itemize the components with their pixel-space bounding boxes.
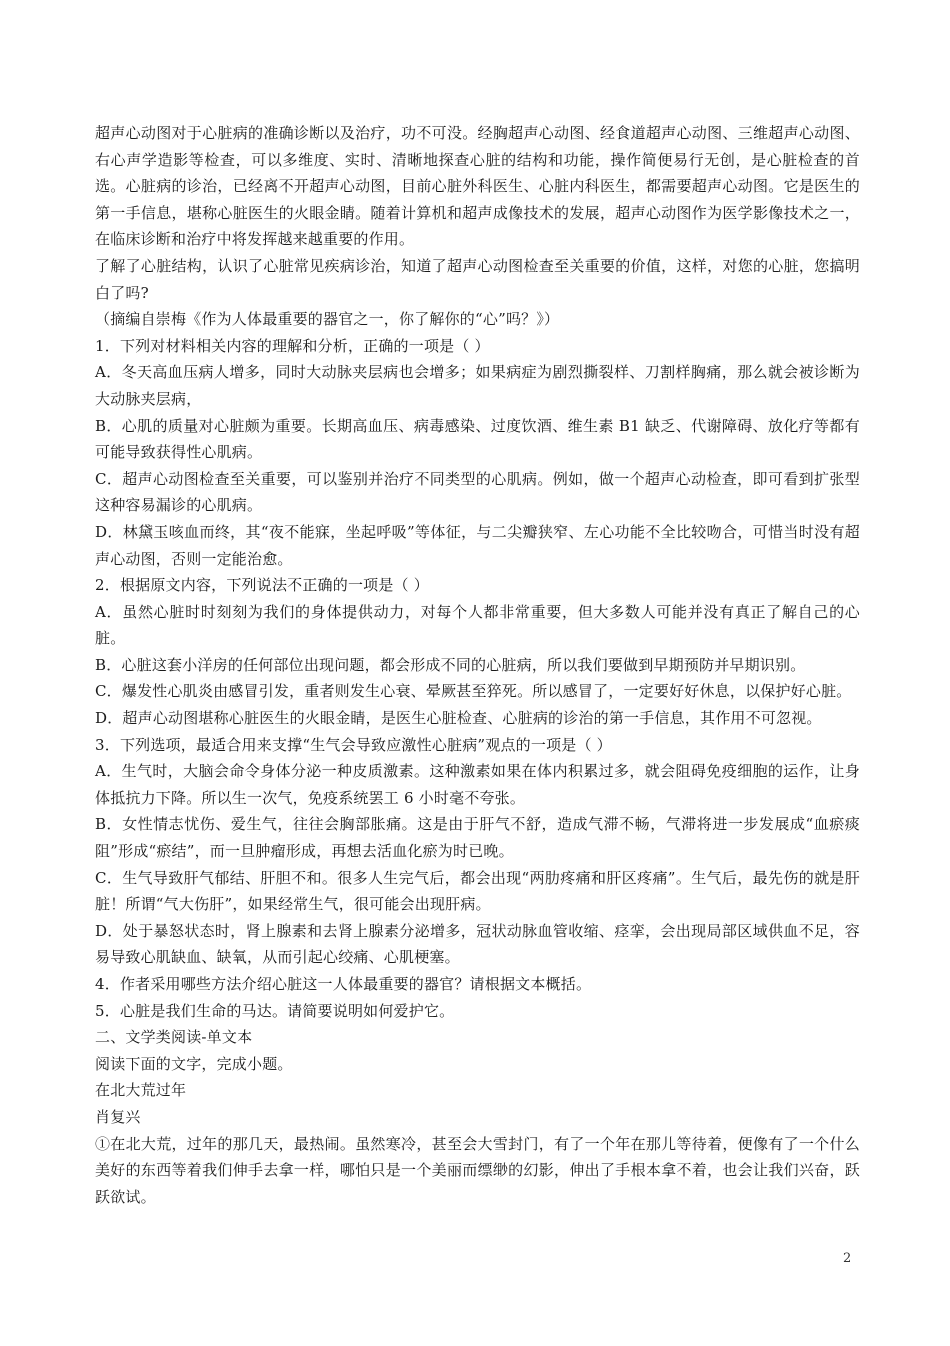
question-3-option-d: D．处于暴怒状态时，肾上腺素和去肾上腺素分泌增多，冠状动脉血管收缩、痉挛，会出现局部区域供血不足，容易导致心肌缺血、缺氧，从而引起心绞痛、心肌梗塞。: [95, 921, 860, 967]
question-2-option-c: C．爆发性心肌炎由感冒引发，重者则发生心衰、晕厥甚至猝死。所以感冒了，一定要好好休息，以保护好心脏。: [95, 682, 852, 701]
article-author: 肖复兴: [95, 1107, 141, 1126]
question-2-option-d: D．超声心动图堪称心脏医生的火眼金睛，是医生心脏检查、心脏病的诊治的第一手信息，其作用不可忽视。: [95, 709, 822, 728]
question-4: 4．作者采用哪些方法介绍心脏这一人体最重要的器官？请根据文本概括。: [95, 975, 592, 993]
article-paragraph-1: ①在北大荒，过年的那几天，最热闹。虽然寒冷，甚至会大雪封门，有了一个年在那儿等待着，便像有了一个什么美好的东西等着我们伸手去拿一样，哪怕只是一个美丽而缥缈的幻影，伸出了手根本拿不着，也会让我们兴奋，跃跃欲试。: [95, 1134, 860, 1206]
page-number: 2: [843, 1251, 852, 1266]
question-3-option-b: B．女性情志忧伤、爱生气，往往会胸部胀痛。这是由于肝气不舒，造成气滞不畅，气滞将进一步发展成“血瘀痰阻”形成“瘀结”，而一旦肿瘤形成，再想去活血化瘀为时已晚。: [95, 815, 860, 861]
question-1-option-d: D．林黛玉咳血而终，其“夜不能寐，坐起呼吸”等体征，与二尖瓣狭窄、左心功能不全比较吻合，可惜当时没有超声心动图，否则一定能治愈。: [95, 522, 860, 568]
question-2: 2．根据原文内容，下列说法不正确的一项是（ ）: [95, 576, 429, 595]
question-3: 3．下列选项，最适合用来支撑“生气会导致应激性心脏病”观点的一项是（ ）: [95, 735, 612, 754]
question-1-option-a: A．冬天高血压病人增多，同时大动脉夹层病也会增多；如果病症为剧烈撕裂样、刀割样胸痛，那么就会被诊断为大动脉夹层病，: [95, 363, 860, 408]
question-5: 5．心脏是我们生命的马达。请简要说明如何爱护它。: [95, 1001, 455, 1020]
question-1-option-c: C．超声心动图检查至关重要，可以鉴别并治疗不同类型的心肌病。例如，做一个超声心动检查，即可看到扩张型这种容易漏诊的心肌病。: [95, 469, 860, 515]
question-1: 1．下列对材料相关内容的理解和分析，正确的一项是（ ）: [95, 336, 490, 355]
source-citation: （摘编自崇梅《作为人体最重要的器官之一，你了解你的“心”吗？》）: [95, 310, 560, 329]
question-1-option-b: B．心肌的质量对心脏颇为重要。长期高血压、病毒感染、过度饮酒、维生素 B1 缺乏、代谢障碍、放化疗等都有可能导致获得性心肌病。: [95, 416, 860, 462]
question-2-option-b: B．心脏这套小洋房的任何部位出现问题，都会形成不同的心脏病，所以我们要做到早期预防并早期识别。: [95, 655, 806, 674]
question-3-option-c: C．生气导致肝气郁结、肝胆不和。很多人生完气后，都会出现“两肋疼痛和肝区疼痛”。生气后，最先伤的就是肝脏！所谓“气大伤肝”，如果经常生气，很可能会出现肝病。: [95, 868, 860, 914]
paragraph-echo-summary: 超声心动图对于心脏病的准确诊断以及治疗，功不可没。经胸超声心动图、经食道超声心动图、三维超声心动图、右心声学造影等检查，可以多维度、实时、清晰地探查心脏的结构和功能，操作简便易行无创，是心脏检查的首选。心脏病的诊治，已经离不开超声心动图，目前心脏外科医生、心脏内科医生，都需要超声心动图。它是医生的第一手信息，堪称心脏医生的火眼金睛。随着计算机和超声成像技术的发展，超声心动图作为医学影像技术之一，在临床诊断和治疗中将发挥越来越重要的作用。: [95, 124, 860, 249]
section-heading: 二、文学类阅读-单文本: [95, 1028, 253, 1047]
paragraph-conclusion: 了解了心脏结构，认识了心脏常见疾病诊治，知道了超声心动图检查至关重要的价值，这样，对您的心脏，您搞明白了吗?: [95, 256, 860, 302]
question-3-option-a: A．生气时，大脑会命令身体分泌一种皮质激素。这种激素如果在体内积累过多，就会阻碍免疫细胞的运作，让身体抵抗力下降。所以生一次气，免疫系统罢工 6 小时毫不夸张。: [95, 762, 860, 807]
document-body: [95, 120, 860, 1210]
question-2-option-a: A．虽然心脏时时刻刻为我们的身体提供动力，对每个人都非常重要，但大多数人可能并没有真正了解自己的心脏。: [95, 602, 860, 648]
reading-instruction: 阅读下面的文字，完成小题。: [95, 1054, 293, 1073]
article-title: 在北大荒过年: [95, 1081, 187, 1100]
